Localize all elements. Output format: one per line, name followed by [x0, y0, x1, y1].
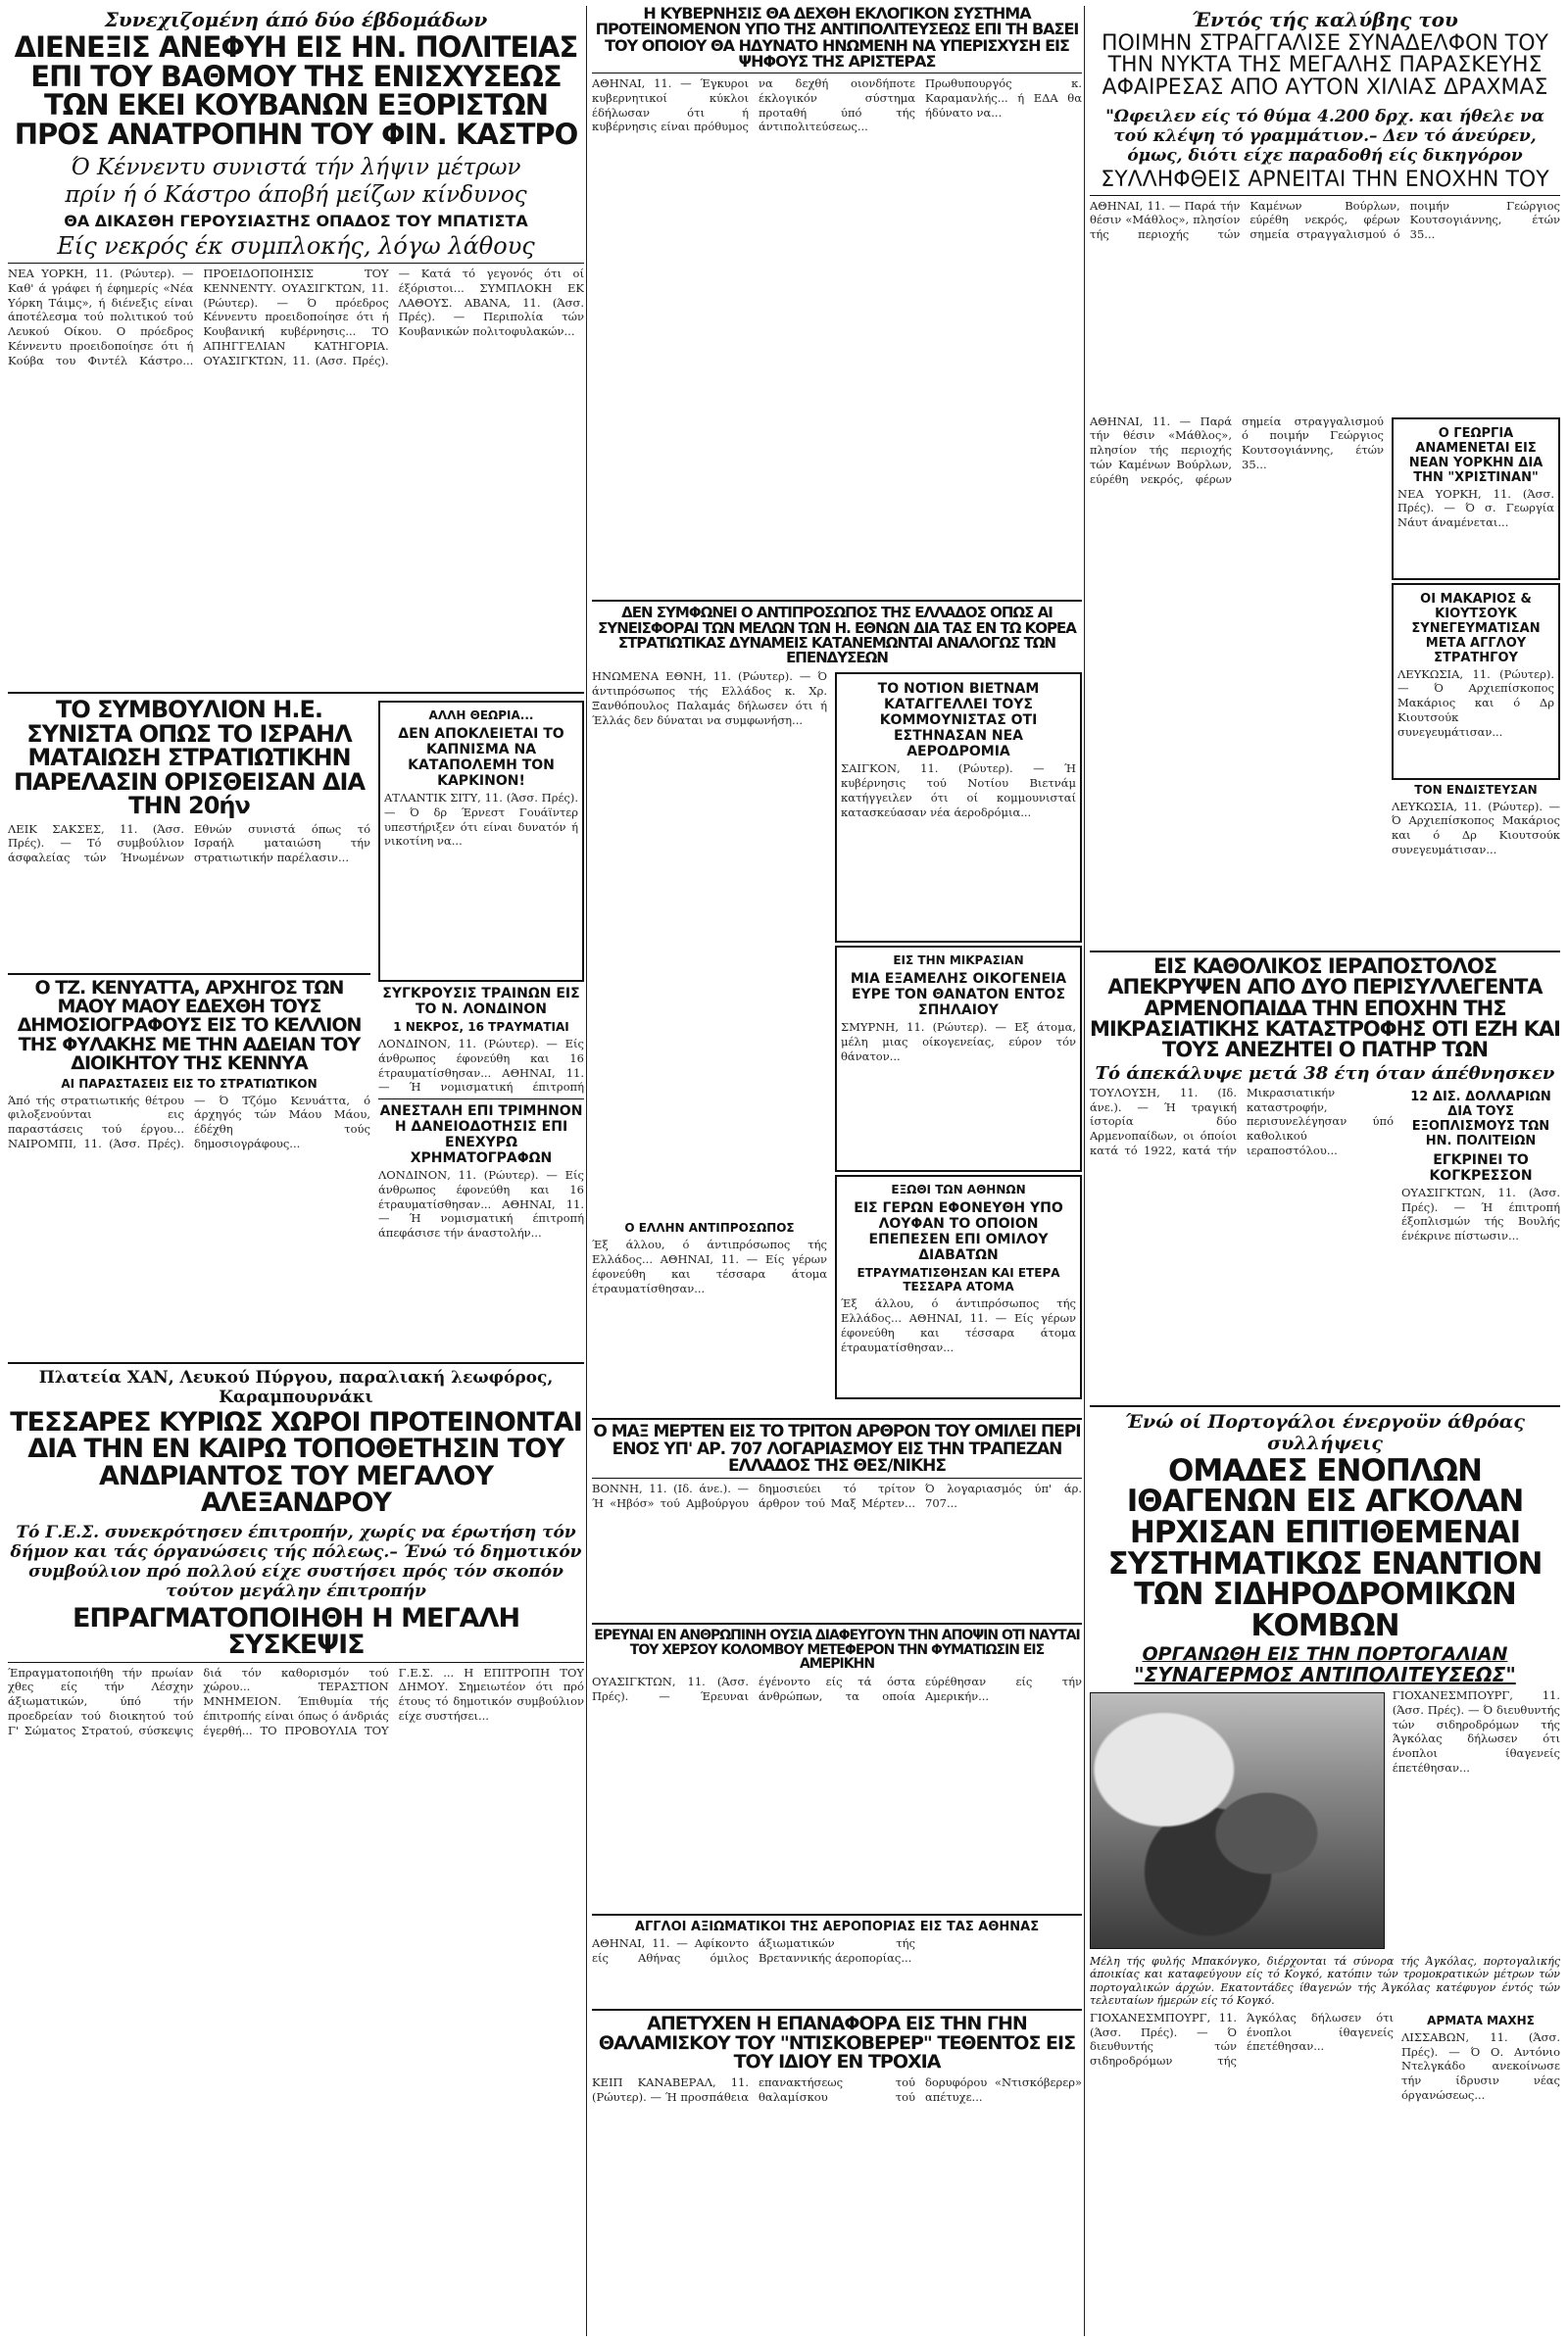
headline-kenyatta: Ο ΤΖ. ΚΕΝΥΑΤΤΑ, ΑΡΧΗΓΟΣ ΤΩΝ ΜΑΟΥ ΜΑΟΥ ΕΔΕΧΘΗ ΤΟΥΣ ΔΗΜΟΣΙΟΓΡΑΦΟΥΣ ΕΙΣ ΤΟ ΚΕΛΛΙΟΝ ΤΗΣ ΦΥΛΑΚΗΣ ΜΕ ΤΗΝ ΑΔΕΙΑΝ ΤΟΥ ΔΙΟΙΚΗΤΟΥ ΤΗΣ ΚΕΝΝΥΑ [17, 976, 362, 1075]
article-body: ΓΙΟΧΑΝΕΣΜΠΟΥΡΓ, 11. (Άσσ. Πρές). — Ό διευθυντής τών σιδηροδρόμων τής Άγκόλας δήλωσεν ότι ένοπλοι ίθαγενείς έπετέθησαν... [1090, 2010, 1394, 2069]
headline-loans: ΑΝΕΣΤΑΛΗ ΕΠΙ ΤΡΙΜΗΝΟΝ Η ΔΑΝΕΙΟΔΟΤΗΣΙΣ ΕΠΙ ΕΝΕΧΥΡΩ ΧΡΗΜΑΤΟΓΡΑΦΩΝ [379, 1103, 583, 1167]
headline-alexander-statue: ΤΕΣΣΑΡΕΣ ΚΥΡΙΩΣ ΧΩΡΟΙ ΠΡΟΤΕΙΝΟΝΤΑΙ ΔΙΑ ΤΗΝ ΕΝ ΚΑΙΡΩ ΤΟΠΟΘΕΤΗΣΙΝ ΤΟΥ ΑΝΔΡΙΑΝΤΟΣ ΤΟΥ ΜΕΓΑΛΟΥ ΑΛΕΞΑΝΔΡΟΥ [10, 1406, 582, 1519]
headline-cave-family: ΜΙΑ ΕΞΑΜΕΛΗΣ ΟΙΚΟΓΕΝΕΙΑ ΕΥΡΕ ΤΟΝ ΘΑΝΑΤΟΝ ΕΝΤΟΣ ΣΠΗΛΑΙΟΥ [850, 971, 1067, 1019]
article-body: ΛΟΝΔΙΝΟΝ, 11. (Ρώυτερ). — Είς άνθρωπος έφονεύθη και 16 έτραυματίσθησαν... ΑΘΗΝΑΙ, 11. — Ή νομισματική έπιτροπή [378, 1037, 584, 1095]
article-body: ΑΘΗΝΑΙ, 11. — Παρά τήν θέσιν «Μάθλος», πλησίον τής περιοχής τών Καμένων Βούρλων, εύρέθη νεκρός, φέρων σημεία στραγγαλισμού ό ποιμήν Γεώργιος Κουτσογιάννης, έτών 35... [1090, 198, 1560, 242]
subhead: ΕΓΚΡΙΝΕΙ ΤΟ ΚΟΓΚΡΕΣΣΟΝ [1429, 1151, 1533, 1184]
photo-caption: Μέλη τής φυλής Μπακόνγκο, διέρχονται τά σύνορα τής Άγκόλας, πορτογαλικής άποικίας και καταφεύγουν είς τό Κογκό, κατόπιν τών τρομοκρατικών μέτρων τών πορτογαλικών άρχών. Εκατοντάδες ίθαγενών τής Άγκόλας κατέφυγον έντός τών τελευταίων ήμερών είς τό Κογκό. [1090, 1955, 1560, 2007]
deck: "Ωφειλεν είς τό θύμα 4.200 δρχ. και ήθελε να τού κλέψη τό γραμμάτιον.– Δεν τό άνεύρεν, όμως, διότι είχε παραδοθή είς δικηγόρον [1105, 107, 1544, 167]
deck: πρίν ή ό Κάστρο άποβή μείζων κίνδυνος [65, 182, 527, 209]
article-body: ΗΝΩΜΕΝΑ ΕΘΝΗ, 11. (Ρώυτερ). — Ό άντιπρόσωπος τής Ελλάδος κ. Χρ. Ξανθόπουλος Παλαμάς δήλωσεν ότι ή Έλλάς δεν δύναται να συμφωνήση... [592, 669, 827, 727]
deck: Είς νεκρός έκ συμπλοκής, λόγω λάθους [57, 232, 535, 261]
subhead: Ο ΕΛΛΗΝ ΑΝΤΙΠΡΟΣΩΠΟΣ [624, 1221, 795, 1236]
article-body: ΛΙΣΣΑΒΩΝ, 11. (Άσσ. Πρές). — Ό Ο. Αντόνιο Ντελγκάδο ανεκοίνωσε τήν ίδρυσιν νέας όργανώσεως... [1401, 2029, 1560, 2102]
column-middle [592, 6, 1082, 2222]
subhead: ΕΞΩΘΙ ΤΩΝ ΑΘΗΝΩΝ [891, 1183, 1026, 1197]
headline-korea-contributions: ΔΕΝ ΣΥΜΦΩΝΕΙ Ο ΑΝΤΙΠΡΟΣΩΠΟΣ ΤΗΣ ΕΛΛΑΔΟΣ ΟΠΩΣ ΑΙ ΣΥΝΕΙΣΦΟΡΑΙ ΤΩΝ ΜΕΛΩΝ ΤΩΝ Η. ΕΘΝΩΝ ΔΙΑ ΤΑΣ ΕΝ ΤΩ ΚΟΡΕΑ ΣΤΡΑΤΙΩΤΙΚΑΣ ΔΥΝΑΜΕΙΣ ΚΑΤΑΝΕΜΩΝΤΑΙ ΑΝΑΛΟΓΩΣ ΤΩΝ ΕΠΕΝΔΥΣΕΩΝ [598, 604, 1076, 667]
kicker: Πλατεία ΧΑΝ, Λευκού Πύργου, παραλιακή λεωφόρος, Καραμπουρνάκι [38, 1367, 554, 1407]
headline-tuberculosis: ΕΡΕΥΝΑΙ ΕΝ ΑΝΘΡΩΠΙΝΗ ΟΥΣΙΑ ΔΙΑΦΕΥΓΟΥΝ ΤΗΝ ΑΠΟΨΙΝ ΟΤΙ ΝΑΥΤΑΙ ΤΟΥ ΧΕΡΣΟΥ ΚΟΛΟΜΒΟΥ ΜΕΤΕΦΕΡΟΝ ΤΗΝ ΦΥΜΑΤΙΩΣΙΝ ΕΙΣ ΑΜΕΡΙΚΗΝ [594, 1628, 1080, 1672]
article-body: ΑΤΛΑΝΤΙΚ ΣΙΤΥ, 11. (Άσσ. Πρές). — Ό δρ Έρνεστ Γουάϊντερ υπεστήριξεν ότι είναι δυνατόν ή νικοτίνη να... [384, 791, 578, 849]
article-body: ΑΘΗΝΑΙ, 11. — Αφίκοντο είς Αθήνας όμιλος άξιωματικών τής Βρεταννικής άεροπορίας... [592, 1936, 915, 1965]
article-body: Έξ άλλου, ό άντιπρόσωπος τής Ελλάδος... ΑΘΗΝΑΙ, 11. — Είς γέρων έφονεύθη και τέσσαρα άτομα έτραυματίσθησαν... [841, 1296, 1076, 1354]
deck: "ΣΥΝΑΓΕΡΜΟΣ ΑΝΤΙΠΟΛΙΤΕΥΣΕΩΣ" [1134, 1662, 1516, 1686]
article-body: ΑΘΗΝΑΙ, 11. — Παρά τήν θέσιν «Μάθλος», πλησίον τής περιοχής τών Καμένων Βούρλων, εύρέθη νεκρός, φέρων σημεία στραγγαλισμού ό ποιμήν Γεώργιος Κουτσογιάννης, έτών 35... [1090, 414, 1384, 486]
deck: Τό Γ.Ε.Σ. συνεκρότησεν έπιτροπήν, χωρίς να έρωτήση τόν δήμον και τάς όργανώσεις τής πόλεως.– Ένώ τό δημοτικόν συμβούλιον πρό πολλού είχε συστήσει πρός τόν σκοπόν τούτον μεγάλην έπιτροπήν [10, 1522, 582, 1601]
article-body: ΣΑΙΓΚΟΝ, 11. (Ρώυτερ). — Ή κυβέρνησις τού Νοτίου Βιετνάμ κατήγγειλεν ότι οί κομμουνισταί κατασκεύασαν νέα άεροδρόμια... [841, 761, 1076, 819]
column-left [8, 6, 584, 2205]
headline-georgia: Ο ΓΕΩΡΓΙΑ ΑΝΑΜΕΝΕΤΑΙ ΕΙΣ ΝΕΑΝ ΥΟΡΚΗΝ ΔΙΑ ΤΗΝ "ΧΡΙΣΤΙΝΑΝ" [1408, 425, 1544, 485]
deck: ΟΡΓΑΝΩΘΗ ΕΙΣ ΤΗΝ ΠΟΡΤΟΓΑΛΙΑΝ [1142, 1643, 1508, 1666]
article-body: ΛΕΥΚΩΣΙΑ, 11. (Ρώυτερ). — Ό Αρχιεπίσκοπος Μακάριος και ό Δρ Κιουτσούκ συνεγευμάτισαν... [1392, 799, 1560, 856]
subhead: ΕΙΣ ΤΗΝ ΜΙΚΡΑΣΙΑΝ [893, 953, 1024, 968]
headline-smoking: ΔΕΝ ΑΠΟΚΛΕΙΕΤΑΙ ΤΟ ΚΑΠΝΙΣΜΑ ΝΑ ΚΑΤΑΠΟΛΕΜΗ ΤΟΝ ΚΑΡΚΙΝΟΝ! [398, 726, 564, 790]
headline-discoverer: ΑΠΕΤΥΧΕΝ Η ΕΠΑΝΑΦΟΡΑ ΕΙΣ ΤΗΝ ΓΗΝ ΘΑΛΑΜΙΣΚΟΥ ΤΟΥ "ΝΤΙΣΚΟΒΕΡΕΡ" ΤΕΘΕΝΤΟΣ ΕΙΣ ΤΟΥ ΙΔΙΟΥ ΕΝ ΤΡΟΧΙΑ [598, 2013, 1076, 2073]
headline-electoral-system: Η ΚΥΒΕΡΝΗΣΙΣ ΘΑ ΔΕΧΘΗ ΕΚΛΟΓΙΚΟΝ ΣΥΣΤΗΜΑ ΠΡΟΤΕΙΝΟΜΕΝΟΝ ΥΠΟ ΤΗΣ ΑΝΤΙΠΟΛΙΤΕΥΣΕΩΣ ΕΠΙ ΤΗ ΒΑΣΕΙ ΤΟΥ ΟΠΟΙΟΥ ΘΑ ΗΔΥΝΑΤΟ ΗΝΩΜΕΝΗ ΝΑ ΥΠΕΡΙΣΧΥΣΗ ΕΙΣ ΨΗΦΟΥΣ ΤΗΣ ΑΡΙΣΤΕΡΑΣ [595, 4, 1079, 71]
article-body: ΚΕΙΠ ΚΑΝΑΒΕΡΑΛ, 11. (Ρώυτερ). — Ή προσπάθεια επανακτήσεως τού θαλαμίσκου τού δορυφόρου «Ντισκόβερερ» απέτυχε... [592, 2075, 1082, 2105]
headline-cuba: ΔΙΕΝΕΞΙΣ ΑΝΕΦΥΗ ΕΙΣ ΗΝ. ΠΟΛΙΤΕΙΑΣ ΕΠΙ ΤΟΥ ΒΑΘΜΟΥ ΤΗΣ ΕΝΙΣΧΥΣΕΩΣ ΤΩΝ ΕΚΕΙ ΚΟΥΒΑΝΩΝ ΕΞΟΡΙΣΤΩΝ ΠΡΟΣ ΑΝΑΤΡΟΠΗΝ ΤΟΥ ΦΙΝ. ΚΑΣΤΡΟ [14, 30, 578, 151]
article-body: ΛΕΙΚ ΣΑΚΣΕΣ, 11. (Άσσ. Πρές). — Τό συμβούλιον άσφαλείας τών Ήνωμένων Εθνών συνιστά όπως τό Ισραήλ ματαιώση τήν στρατιωτικήν παρέλασιν... [8, 821, 370, 865]
article-body: ΒΟΝΝΗ, 11. (Ιδ. άνε.). — Ή «Ηβόσ» τού Αμβούργου δημοσιεύει τό τρίτον άρθρον τού Μαξ Μέρτεν... Ό λογαριασμός ύπ' άρ. 707... [592, 1482, 1082, 1511]
kicker: Ένώ οί Πορτογάλοι ένεργοϋν άθρόας συλλήψεις [1125, 1410, 1525, 1454]
headline-vietnam: ΤΟ ΝΟΤΙΟΝ ΒΙΕΤΝΑΜ ΚΑΤΑΓΓΕΛΛΕΙ ΤΟΥΣ ΚΟΜΜΟΥΝΙΣΤΑΣ ΟΤΙ ΕΣΤΗΝΑΣΑΝ ΝΕΑ ΑΕΡΟΔΡΟΜΙΑ [877, 681, 1040, 760]
subhead: ΑΛΛΗ ΘΕΩΡΙΑ... [428, 708, 534, 723]
headline-raf-officers: ΑΓΓΛΟΙ ΑΞΙΩΜΑΤΙΚΟΙ ΤΗΣ ΑΕΡΟΠΟΡΙΑΣ ΕΙΣ ΤΑΣ ΑΘΗΝΑΣ [634, 1920, 1040, 1935]
headline-shepherd: ΠΟΙΜΗΝ ΣΤΡΑΓΓΑΛΙΣΕ ΣΥΝΑΔΕΛΦΟΝ ΤΟΥ ΤΗΝ ΝΥΚΤΑ ΤΗΣ ΜΕΓΑΛΗΣ ΠΑΡΑΣΚΕΥΗΣ ΑΦΑΙΡΕΣΑΣ ΑΠΟ ΑΥΤΟΝ ΧΙΛΙΑΣ ΔΡΑΧΜΑΣ [1102, 31, 1548, 100]
article-body: ΟΥΑΣΙΓΚΤΩΝ, 11. (Άσσ. Πρές). — Ή έπιτροπή έξοπλισμών τής Βουλής ένέκρινε πίστωσιν... [1401, 1185, 1560, 1243]
deck: Τό άπεκάλυψε μετά 38 έτη όταν άπέθνησκεν [1095, 1062, 1555, 1084]
article-body: ΟΥΑΣΙΓΚΤΩΝ, 11. (Άσσ. Πρές). — Έρευναι έγένοντο είς τά όστα άνθρώπων, τα οποία εύρέθησαν είς τήν Αμερικήν... [592, 1675, 1082, 1703]
article-body: ΝΕΑ ΥΟΡΚΗ, 11. (Άσσ. Πρές). — Ό σ. Γεωργία Νάυτ άναμένεται... [1397, 486, 1554, 530]
column-rule [1084, 6, 1085, 2336]
article-body: ΤΟΥΛΟΥΣΗ, 11. (Ιδ. άνε.). — Ή τραγική ίστορία δύο Αρμενοπαίδων, οι όποίοι κατά τό 1922, κατά τήν Μικρασιατικήν καταστροφήν, περισυνελέγησαν ύπό καθολικού ιεραποστόλου... [1090, 1085, 1394, 1157]
deck: ΘΑ ΔΙΚΑΣΘΗ ΓΕΡΟΥΣΙΑΣΤΗΣ ΟΠΑΔΟΣ ΤΟΥ ΜΠΑΤΙΣΤΑ [64, 212, 528, 231]
kicker: Έντός τής καλύβης του [1192, 8, 1458, 31]
headline-angola: ΟΜΑΔΕΣ ΕΝΟΠΛΩΝ ΙΘΑΓΕΝΩΝ ΕΙΣ ΑΓΚΟΛΑΝ ΗΡΧΙΣΑΝ ΕΠΙΤΙΘΕΜΕΝΑΙ ΣΥΣΤΗΜΑΤΙΚΩΣ ΕΝΑΝΤΙΟΝ ΤΩΝ ΣΙΔΗΡΟΔΡΟΜΙΚΩΝ ΚΟΜΒΩΝ [1107, 1452, 1543, 1643]
headline-meeting: ΕΠΡΑΓΜΑΤΟΠΟΙΗΘΗ Η ΜΕΓΑΛΗ ΣΥΣΚΕΨΙΣ [72, 1602, 520, 1661]
headline-old-man-killed: ΕΙΣ ΓΕΡΩΝ ΕΦΟΝΕΥΘΗ ΥΠΟ ΛΟΥΦΑΝ ΤΟ ΟΠΟΙΟΝ ΕΠΕΠΕΣΕΝ ΕΠΙ ΟΜΙΛΟΥ ΔΙΑΒΑΤΩΝ [854, 1200, 1063, 1264]
subhead: ΑΡΜΑΤΑ ΜΑΧΗΣ [1427, 2013, 1535, 2027]
headline-us-armaments: 12 ΔΙΣ. ΔΟΛΛΑΡΙΩΝ ΔΙΑ ΤΟΥΣ ΕΞΟΠΛΙΣΜΟΥΣ ΤΩΝ ΗΝ. ΠΟΛΙΤΕΙΩΝ [1410, 1089, 1551, 1148]
column-right [1090, 6, 1560, 2168]
subhead: ΕΤΡΑΥΜΑΤΙΣΘΗΣΑΝ ΚΑΙ ΕΤΕΡΑ ΤΕΣΣΑΡΑ ΑΤΟΜΑ [857, 1266, 1060, 1294]
article-body: ΝΕΑ ΥΟΡΚΗ, 11. (Ρώυτερ). — Καθ' ά γράφει ή έφημερίς «Νέα Υόρκη Τάιμς», ή διένεξις είναι άποτέλεσμα τού πολιτικού τού Λευκού Οίκου. Ο πρόεδρος Κέννεντυ προειδοποίησε ότι ή Κούβα του Φιντέλ Κάστρο... ΠΡΟΕΙΔΟΠΟΙΗΣΙΣ ΤΟΥ ΚΕΝΝΕΝΤΥ. ΟΥΑΣΙΓΚΤΩΝ, 11. (Ρώυτερ). — Ό πρόεδρος Κέννεντυ προειδοποίησε ότι ή Κουβανική κυβέρνησις... ΤΟ ΑΠΗΓΓΕΛΙΑΝ ΚΑΤΗΓΟΡΙΑ. ΟΥΑΣΙΓΚΤΩΝ, 11. (Ασσ. Πρές). — Κατά τό γεγονός ότι οί έξόριστοι... ΣΥΜΠΛΟΚΗ ΕΚ ΛΑΘΟΥΣ. ΑΒΑΝΑ, 11. (Άσσ. Πρές). — Περιπολία τών Κουβανικών πολιτοφυλακών... [8, 267, 584, 367]
article-body: ΑΘΗΝΑΙ, 11. — Έγκυροι κυβερνητικοί κύκλοι έδήλωσαν ότι ή κυβέρνησις είναι πρόθυμος να δεχθή οιονδήποτε έκλογικόν σύστημα προταθή ύπό τής άντιπολιτεύσεως... Πρωθυπουργός κ. Καραμανλής... ή ΕΔΑ θα ήδύνατο να... [592, 76, 1082, 134]
kicker: Συνεχιζομένη άπό δύο έβδομάδων [104, 8, 488, 31]
headline-merten: Ο ΜΑΞ ΜΕΡΤΕΝ ΕΙΣ ΤΟ ΤΡΙΤΟΝ ΑΡΘΡΟΝ ΤΟΥ ΟΜΙΛΕΙ ΠΕΡΙ ΕΝΟΣ ΥΠ' ΑΡ. 707 ΛΟΓΑΡΙΑΣΜΟΥ ΕΙΣ ΤΗΝ ΤΡΑΠΕΖΑΝ ΕΛΛΑΔΟΣ ΤΗΣ ΘΕΣ/ΝΙΚΗΣ [593, 1422, 1081, 1477]
article-body: ΛΕΥΚΩΣΙΑ, 11. (Ρώυτερ). — Ό Αρχιεπίσκοπος Μακάριος και ό Δρ Κιουτσούκ συνεγευμάτισαν... [1397, 666, 1554, 739]
article-body: Έπραγματοποιήθη τήν πρωίαν χθες είς τήν Λέσχην άξιωματικών, ύπό τήν προεδρείαν τού διοικητού τού Γ' Σώματος Στρατού, σύσκεψις διά τόν καθορισμόν τού χώρου... ΤΕΡΑΣΤΙΟΝ ΜΝΗΜΕΙΟΝ. Έπιθυμία τής έπιτροπής είναι όπως ό άνδριάς έγερθή... ΤΟ ΠΡΟΒΟΥΛΙΑ ΤΟΥ Γ.Ε.Σ. ... Η ΕΠΙΤΡΟΠΗ ΤΟΥ ΔΗΜΟΥ. Σημειωτέον ότι πρό έτους τό δημοτικόν συμβούλιον είχε συστήσει... [8, 1665, 584, 1737]
article-body: Έξ άλλου, ό άντιπρόσωπος τής Ελλάδος... ΑΘΗΝΑΙ, 11. — Είς γέρων έφονεύθη και τέσσαρα άτομα έτραυματίσθησαν... [592, 1238, 827, 1295]
headline-armenian-children: ΕΙΣ ΚΑΘΟΛΙΚΟΣ ΙΕΡΑΠΟΣΤΟΛΟΣ ΑΠΕΚΡΥΨΕΝ ΑΠΟ ΔΥΟ ΠΕΡΙΣΥΛΛΕΓΕΝΤΑ ΑΡΜΕΝΟΠΑΙΔΑ ΤΗΝ ΕΠΟΧΗΝ ΤΗΣ ΜΙΚΡΑΣΙΑΤΙΚΗΣ ΚΑΤΑΣΤΡΟΦΗΣ ΟΤΙ ΕΖΗ ΚΑΙ ΤΟΥΣ ΑΝΕΖΗΤΕΙ Ο ΠΑΤΗΡ ΤΩΝ [1090, 953, 1560, 1062]
article-body: ΛΟΝΔΙΝΟΝ, 11. (Ρώυτερ). — Είς άνθρωπος έφονεύθη και 16 έτραυματίσθησαν... ΑΘΗΝΑΙ, 11. — Ή νομισματική έπιτροπή άπεφάσισε τήν άναστολήν... [378, 1168, 584, 1241]
subhead: ΑΙ ΠΑΡΑΣΤΑΣΕΙΣ ΕΙΣ ΤΟ ΣΤΡΑΤΙΩΤΙΚΟΝ [61, 1076, 318, 1091]
article-body: Άπό τής στρατιωτικής θέτρου φιλοξενούνται εις παραστάσεις τού έργου... ΝΑΙΡΟΜΠΙ, 11. (Άσσ. Πρές). — Ό Τζόμο Κενυάττα, ό άρχηγός τών Μάου Μάου, έδέχθη τούς δημοσιογράφους... [8, 1093, 370, 1150]
subhead: 1 ΝΕΚΡΟΣ, 16 ΤΡΑΥΜΑΤΙΑΙ [393, 1020, 569, 1035]
column-rule [586, 6, 587, 2336]
deck: Ό Κέννεντυ συνιστά τήν λήψιν μέτρων [71, 155, 521, 181]
headline-makarios: ΟΙ ΜΑΚΑΡΙΟΣ & ΚΙΟΥΤΣΟΥΚ ΣΥΝΕΓΕΥΜΑΤΙΣΑΝ ΜΕΤΑ ΑΓΓΛΟΥ ΣΤΡΑΤΗΓΟΥ [1411, 591, 1541, 665]
article-body: ΣΜΥΡΝΗ, 11. (Ρώυτερ). — Εξ άτομα, μέλη μιας οίκογενείας, εύρον τόν θάνατον... [841, 1020, 1076, 1063]
photo-angola-refugees [1090, 1692, 1385, 1949]
deck: ΣΥΛΛΗΦΘΕΙΣ ΑΡΝΕΙΤΑΙ ΤΗΝ ΕΝΟΧΗΝ ΤΟΥ [1101, 168, 1549, 193]
subhead: ΤΟΝ ΕΝΔΙΣΤΕΥΣΑΝ [1414, 782, 1538, 797]
headline-trains: ΣΥΓΚΡΟΥΣΙΣ ΤΡΑΙΝΩΝ ΕΙΣ ΤΟ Ν. ΛΟΝΔΙΝΟΝ [382, 986, 580, 1018]
article-body: ΓΙΟΧΑΝΕΣΜΠΟΥΡΓ, 11. (Άσσ. Πρές). — Ό διευθυντής τών σιδηροδρόμων τής Άγκόλας δήλωσεν ότι ένοπλοι ίθαγενείς έπετέθησαν... [1392, 1688, 1560, 1775]
headline-israel: ΤΟ ΣΥΜΒΟΥΛΙΟΝ Η.Ε. ΣΥΝΙΣΤΑ ΟΠΩΣ ΤΟ ΙΣΡΑΗΛ ΜΑΤΑΙΩΣΗ ΣΤΡΑΤΙΩΤΙΚΗΝ ΠΑΡΕΛΑΣΙΝ ΟΡΙΣΘΕΙΣΑΝ ΔΙΑ ΤΗΝ 20ήν [13, 696, 366, 820]
